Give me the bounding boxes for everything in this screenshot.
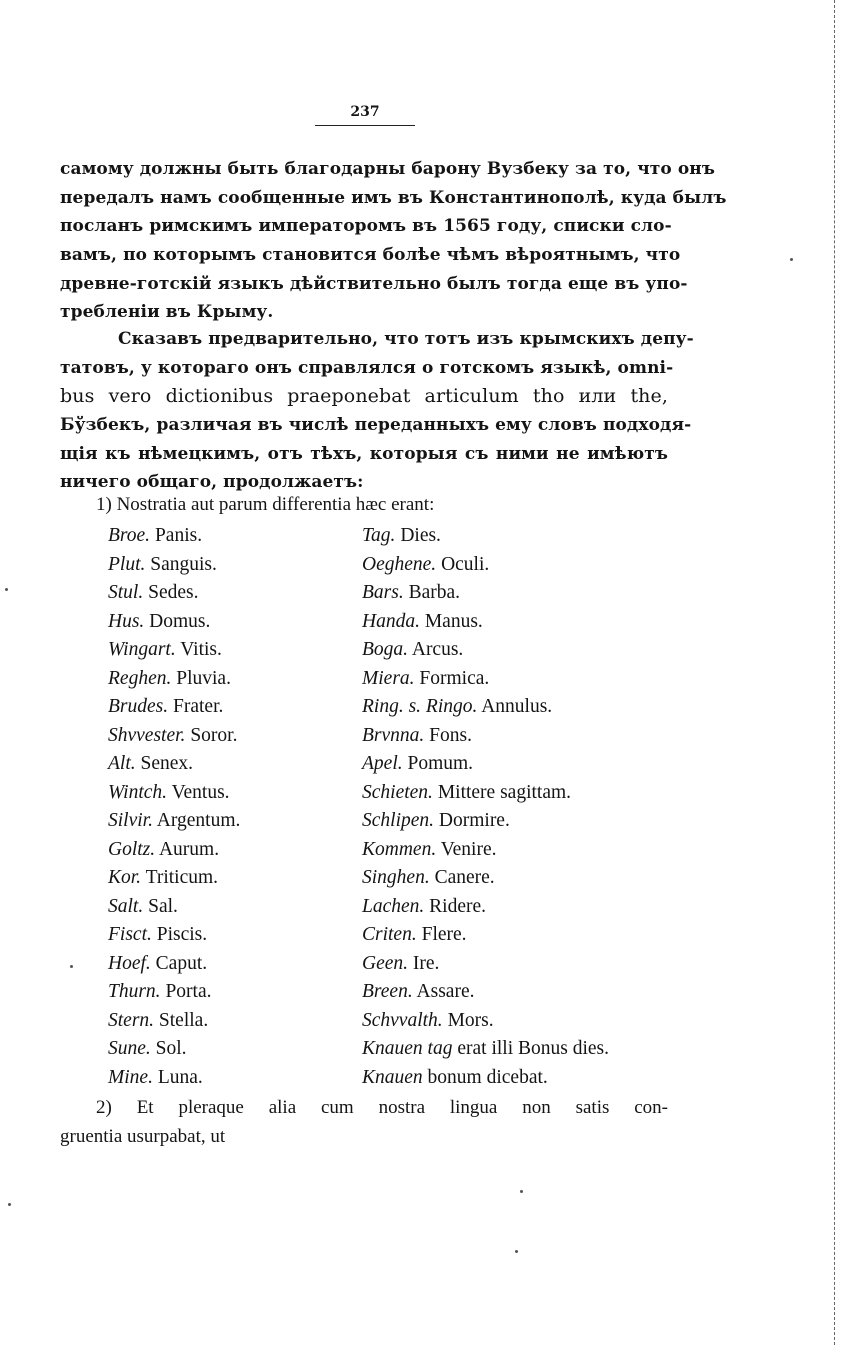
- glossary-entry: [108, 1064, 240, 1093]
- glossary-entry: [362, 636, 609, 665]
- gothic-word: Tag.: [362, 525, 396, 546]
- latin-meaning: Formica.: [419, 667, 490, 689]
- gothic-word: Stern.: [108, 1009, 155, 1031]
- latin-meaning: Canere.: [434, 867, 495, 888]
- latin-meaning: Assare.: [416, 981, 475, 1002]
- glossary-entry: [108, 579, 240, 608]
- glossary-entry: [108, 921, 240, 950]
- gothic-word: Criten.: [362, 924, 417, 945]
- scan-speck: [70, 965, 73, 968]
- glossary-entry: [362, 722, 609, 751]
- scan-speck: [515, 1250, 518, 1253]
- latin-meaning: Annulus.: [481, 696, 553, 717]
- gothic-word: Wingart.: [108, 639, 176, 660]
- gothic-word: Miera.: [362, 667, 415, 689]
- scan-speck: [790, 258, 793, 261]
- latin-meaning: Mors.: [447, 1009, 494, 1031]
- latin-meaning: Barba.: [408, 582, 461, 603]
- glossary-entry: [108, 750, 240, 779]
- glossary-entry: [362, 864, 609, 893]
- glossary-entry: [108, 722, 240, 751]
- glossary-entry: [362, 665, 609, 694]
- text-line: щія къ нѣмецкимъ, отъ тѣхъ, которыя съ ними не имѣютъ: [60, 443, 668, 464]
- gothic-word: Schvvalth.: [362, 1009, 443, 1031]
- glossary-entry: [362, 1035, 609, 1064]
- text-line: посланъ римскимъ императоромъ въ 1565 году, списки сло-: [60, 216, 672, 237]
- glossary-entry: [362, 807, 609, 836]
- gothic-word: Knauen: [362, 1066, 423, 1088]
- glossary-entry: [108, 836, 240, 865]
- latin-meaning: Porta.: [165, 981, 212, 1002]
- text-line: 2) Et pleraque alia cum nostra lingua non satis con-: [96, 1097, 668, 1118]
- glossary-entry: [108, 779, 240, 808]
- glossary-entry: [362, 551, 609, 580]
- gothic-word: Hoef.: [108, 952, 151, 974]
- list-heading: 1) Nostratia aut parum differentia hæc erant:: [96, 494, 435, 515]
- glossary-entry: [362, 950, 609, 979]
- page-number-rule: [315, 125, 415, 126]
- gothic-word: Lachen.: [362, 895, 425, 917]
- text-line: татовъ, у котораго онъ справлялся о готскомъ языкѣ, omni-: [60, 357, 674, 378]
- gothic-word: Brvnna.: [362, 724, 425, 746]
- glossary-entry: [108, 864, 240, 893]
- gothic-word: Sune.: [108, 1038, 151, 1059]
- gothic-word: Broe.: [108, 525, 151, 546]
- latin-meaning: Arcus.: [411, 639, 464, 660]
- text-line: передалъ намъ сообщенные имъ въ Константинополѣ, куда былъ: [60, 187, 727, 208]
- latin-meaning: Ventus.: [171, 781, 230, 803]
- glossary-entry: [108, 978, 240, 1007]
- gothic-word: Shvvester.: [108, 724, 186, 746]
- latin-meaning: Piscis.: [156, 924, 208, 945]
- text-line: требленіи въ Крыму.: [60, 302, 274, 323]
- glossary-entry: [108, 1007, 240, 1036]
- gothic-word: Oeghene.: [362, 553, 437, 575]
- page-number: 237: [350, 104, 380, 120]
- gothic-word: Plut.: [108, 553, 146, 575]
- latin-meaning: Aurum.: [158, 838, 220, 860]
- text-line: самому должны быть благодарны барону Вузбеку за то, что онъ: [60, 159, 715, 179]
- latin-meaning: Ridere.: [429, 895, 487, 917]
- glossary-entry: [362, 522, 609, 551]
- glossary-entry: [362, 779, 609, 808]
- latin-meaning: Fons.: [429, 724, 472, 746]
- margin-scan-edge: [834, 0, 835, 1345]
- text-line: древне-готскій языкъ дѣйствительно былъ тогда еще въ упо-: [60, 273, 688, 294]
- gothic-word: Silvir.: [108, 810, 153, 831]
- gothic-word: Mine.: [108, 1066, 153, 1088]
- glossary-entry: [362, 608, 609, 637]
- gothic-word: Knauen tag: [362, 1038, 453, 1059]
- gothic-word: Wintch.: [108, 781, 168, 803]
- latin-meaning: Argentum.: [156, 810, 241, 831]
- latin-meaning: Panis.: [154, 525, 203, 546]
- gothic-word: Brudes.: [108, 696, 169, 717]
- gothic-word: Singhen.: [362, 867, 430, 888]
- glossary-entry: [108, 1035, 240, 1064]
- glossary-entry: [362, 693, 609, 722]
- glossary-entry: [108, 608, 240, 637]
- latin-meaning: Sedes.: [148, 582, 199, 603]
- glossary-entry: [108, 636, 240, 665]
- scan-speck: [5, 588, 8, 591]
- latin-meaning: bonum dicebat.: [427, 1066, 548, 1088]
- glossary-left-column: [108, 522, 240, 1092]
- latin-meaning: Sol.: [155, 1038, 187, 1059]
- russian-paragraph-2: [60, 325, 694, 497]
- glossary-entry: [108, 950, 240, 979]
- gothic-word: Thurn.: [108, 981, 161, 1002]
- text-line: ничего общаго, продолжаетъ:: [60, 472, 364, 493]
- latin-meaning: Frater.: [173, 696, 224, 717]
- latin-meaning: Mittere sagittam.: [437, 781, 572, 803]
- gothic-word: Ring. s. Ringo.: [362, 696, 478, 717]
- gothic-word: Kor.: [108, 867, 142, 888]
- latin-meaning: Manus.: [424, 610, 483, 632]
- latin-meaning: Ire.: [412, 952, 440, 974]
- glossary-entry: [362, 921, 609, 950]
- latin-meaning: Pluvia.: [176, 667, 231, 689]
- scan-speck: [520, 1190, 523, 1193]
- latin-meaning: Soror.: [190, 724, 238, 746]
- gothic-word: Handa.: [362, 610, 420, 632]
- text-line: Бўзбекъ, различая въ числѣ переданныхъ ему словъ подходя-: [60, 415, 692, 436]
- latin-meaning: Stella.: [158, 1009, 209, 1031]
- latin-meaning: Sanguis.: [150, 553, 217, 575]
- glossary-entry: [108, 893, 240, 922]
- gothic-word: Kommen.: [362, 838, 437, 860]
- glossary-entry: [108, 807, 240, 836]
- glossary-entry: [362, 1007, 609, 1036]
- gothic-word: Salt.: [108, 895, 144, 917]
- gothic-word: Stul.: [108, 582, 144, 603]
- latin-meaning: Venire.: [440, 838, 497, 860]
- text-line: вамъ, по которымъ становится болѣе чѣмъ вѣроятнымъ, что: [60, 245, 681, 266]
- glossary-entry: [108, 665, 240, 694]
- latin-meaning: Luna.: [157, 1066, 203, 1088]
- text-line: gruentia usurpabat, ut: [60, 1125, 226, 1147]
- gothic-word: Schieten.: [362, 781, 433, 803]
- glossary-entry: [362, 750, 609, 779]
- gothic-word: Apel.: [362, 753, 403, 774]
- scan-speck: [8, 1203, 11, 1206]
- latin-meaning: Sal.: [148, 895, 178, 917]
- latin-meaning: Vitis.: [180, 639, 222, 660]
- text-line: Сказавъ предварительно, что тотъ изъ крымскихъ депу-: [118, 329, 694, 349]
- glossary-entry: [108, 522, 240, 551]
- latin-meaning: Oculi.: [441, 553, 490, 575]
- russian-paragraph-1: [60, 155, 727, 327]
- glossary-entry: [362, 1064, 609, 1093]
- latin-meaning: Caput.: [155, 952, 208, 974]
- latin-meaning: Triticum.: [145, 867, 219, 888]
- glossary-entry: [362, 836, 609, 865]
- gothic-word: Fisct.: [108, 924, 152, 945]
- glossary-entry: [108, 693, 240, 722]
- text-line: bus vero dictionibus praeponebat articulum tho или the,: [60, 385, 668, 408]
- gothic-word: Geen.: [362, 952, 409, 974]
- gothic-word: Goltz.: [108, 838, 156, 860]
- glossary-right-column: [362, 522, 609, 1092]
- gothic-word: Alt.: [108, 753, 136, 774]
- latin-meaning: Flere.: [421, 924, 467, 945]
- gothic-word: Reghen.: [108, 667, 172, 689]
- gothic-word: Hus.: [108, 610, 145, 632]
- latin-meaning: erat illi Bonus dies.: [457, 1038, 609, 1059]
- latin-meaning: Domus.: [149, 610, 211, 632]
- glossary-entry: [362, 579, 609, 608]
- gothic-word: Schlipen.: [362, 810, 435, 831]
- glossary-entry: [362, 978, 609, 1007]
- latin-meaning: Senex.: [140, 753, 194, 774]
- closing-paragraph: [60, 1094, 668, 1151]
- glossary-entry: [108, 551, 240, 580]
- glossary-entry: [362, 893, 609, 922]
- latin-meaning: Dies.: [400, 525, 441, 546]
- gothic-word: Breen.: [362, 981, 413, 1002]
- latin-meaning: Pomum.: [407, 753, 474, 774]
- gothic-word: Bars.: [362, 582, 404, 603]
- latin-meaning: Dormire.: [438, 810, 510, 831]
- gothic-word: Boga.: [362, 639, 409, 660]
